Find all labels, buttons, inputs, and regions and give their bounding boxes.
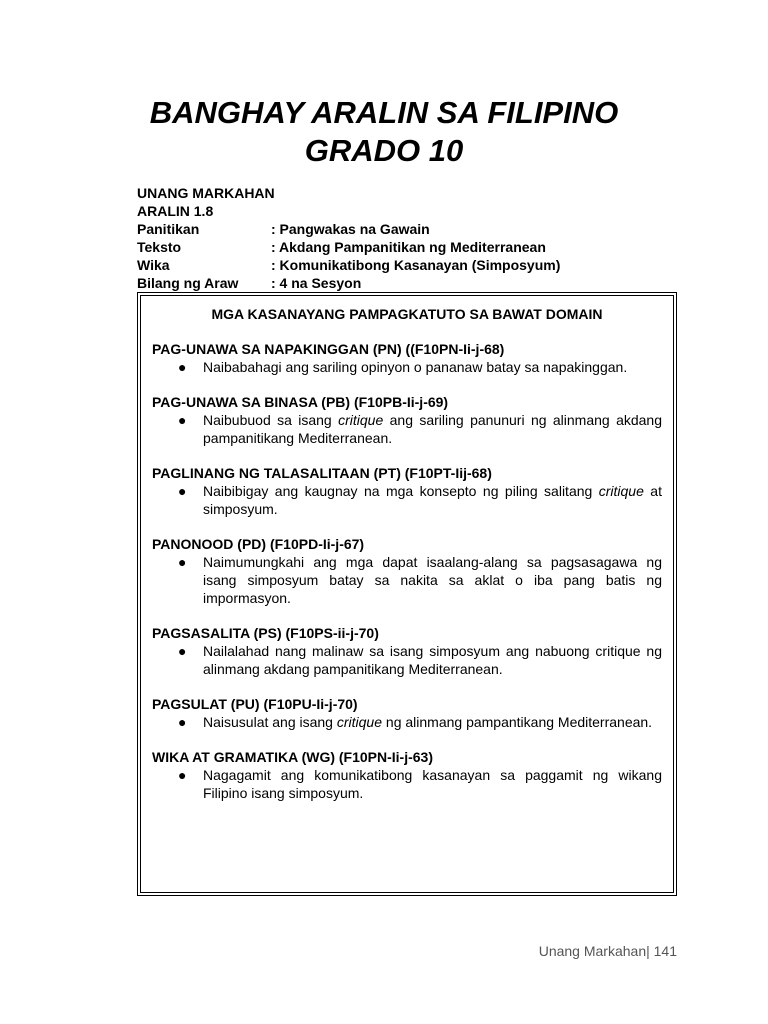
domain-section — [152, 340, 662, 376]
list-item-text: Naibubuod sa isang critique ang sariling panunuri ng alinmang akdang pampanitikang Mediterranean. — [203, 412, 662, 446]
bullet-icon: ● — [178, 767, 187, 783]
list-item — [152, 482, 662, 518]
domain-heading: WIKA AT GRAMATIKA (WG) (F10PN-Ii-j-63) — [152, 749, 434, 765]
meta-key: Teksto — [137, 239, 182, 255]
domain-section — [152, 624, 662, 678]
domain-heading: PAGSULAT (PU) (F10PU-Ii-j-70) — [152, 696, 358, 712]
list-item-text: Naibabahagi ang sariling opinyon o pananaw batay sa napakinggan. — [203, 359, 628, 375]
domain-heading: PAGLINANG NG TALASALITAAN (PT) (F10PT-Iij-68) — [152, 465, 492, 481]
bullet-icon: ● — [178, 554, 187, 570]
meta-key: Bilang ng Araw — [137, 275, 239, 291]
domain-section — [152, 393, 662, 447]
list-item — [152, 713, 662, 731]
meta-value: : Pangwakas na Gawain — [271, 221, 430, 237]
domain-heading: PAG-UNAWA SA BINASA (PB) (F10PB-Ii-j-69) — [152, 394, 449, 410]
meta-aralin: ARALIN 1.8 — [137, 203, 214, 219]
meta-value: : Akdang Pampanitikan ng Mediterranean — [271, 239, 546, 255]
list-item-text: Naibibigay ang kaugnay na mga konsepto ng piling salitang critique at simposyum. — [203, 483, 662, 517]
list-item — [152, 553, 662, 607]
page-footer: Unang Markahan| 141 — [538, 943, 677, 959]
box-title: MGA KASANAYANG PAMPAGKATUTO SA BAWAT DOMAIN — [211, 306, 603, 322]
bullet-icon: ● — [178, 643, 187, 659]
page-title: BANGHAY ARALIN SA FILIPINO — [149, 95, 619, 130]
meta-row — [137, 256, 560, 274]
meta-value: : Komunikatibong Kasanayan (Simposyum) — [271, 257, 561, 273]
domain-section — [152, 464, 662, 518]
meta-row — [137, 220, 560, 238]
list-item-text: Naisusulat ang isang critique ng alinmang pampantikang Mediterranean. — [203, 714, 653, 730]
meta-row — [137, 238, 560, 256]
meta-row — [137, 274, 560, 292]
list-item-text: Nagagamit ang komunikatibong kasanayan sa paggamit ng wikang Filipino isang simposyum. — [203, 767, 662, 801]
list-item — [152, 766, 662, 802]
page-subtitle: GRADO 10 — [304, 133, 464, 168]
meta-key: Wika — [137, 257, 170, 273]
list-item — [152, 411, 662, 447]
domain-heading: PAGSASALITA (PS) (F10PS-ii-j-70) — [152, 625, 379, 641]
domain-section — [152, 748, 662, 802]
domain-heading: PANONOOD (PD) (F10PD-Ii-j-67) — [152, 536, 365, 552]
meta-value: : 4 na Sesyon — [271, 275, 362, 291]
bullet-icon: ● — [178, 359, 187, 375]
bullet-icon: ● — [178, 483, 187, 499]
domain-section — [152, 535, 662, 607]
domain-heading: PAG-UNAWA SA NAPAKINGGAN (PN) ((F10PN-Ii-j-68) — [152, 341, 505, 357]
list-item-text: Naimumungkahi ang mga dapat isaalang-alang sa pagsasagawa ng isang simposyum batay sa nakita sa aklat o iba pang batis ng impormasyon. — [203, 554, 662, 606]
list-item — [152, 358, 662, 376]
list-item-text: Nailalahad nang malinaw sa isang simposyum ang nabuong critique ng alinmang akdang pampanitikang Mediterranean. — [203, 643, 662, 677]
bullet-icon: ● — [178, 714, 187, 730]
meta-key: Panitikan — [137, 221, 200, 237]
list-item — [152, 642, 662, 678]
bullet-icon: ● — [178, 412, 187, 428]
competencies-box — [137, 292, 677, 896]
meta-markahan: UNANG MARKAHAN — [137, 185, 275, 201]
domain-section — [152, 695, 662, 731]
lesson-meta — [137, 184, 560, 292]
